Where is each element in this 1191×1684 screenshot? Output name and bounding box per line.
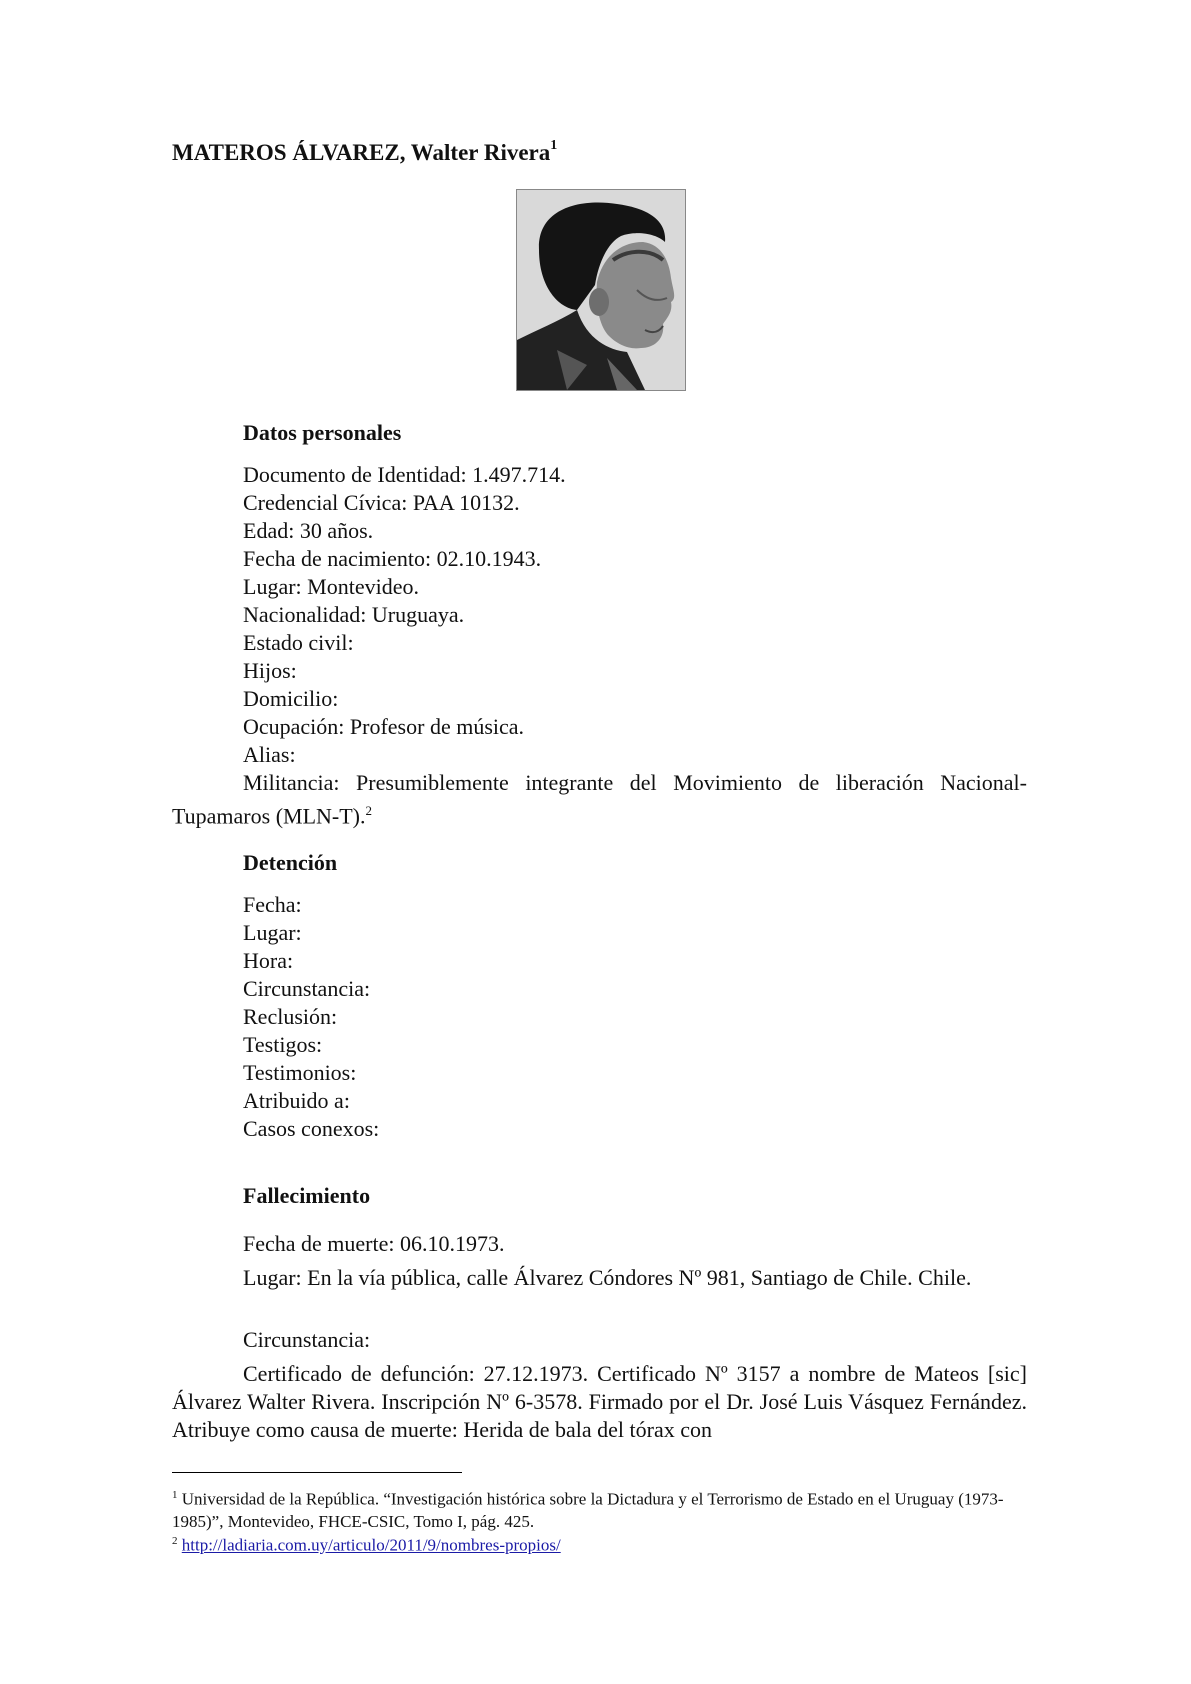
detencion-line: Casos conexos:: [243, 1116, 380, 1141]
title-name: MATEROS ÁLVAREZ, Walter Rivera: [172, 140, 551, 165]
fallecimiento-certificado-text: Certificado de defunción: 27.12.1973. Certificado Nº 3157 a nombre de Mateos [sic] Álvarez Walter Rivera. Inscripción Nº 6-3578. Firmado por el Dr. José Luis Vásquez Fernández. Atribuye como causa de muerte: Herida de bala del tórax con: [172, 1361, 1027, 1442]
footnote-number: 1: [172, 1489, 178, 1501]
footnote-text: Universidad de la República. “Investigación histórica sobre la Dictadura y el Terrorismo de Estado en el Uruguay (1973-1985)”, Montevideo, FHCE-CSIC, Tomo I, pág. 425.: [172, 1489, 1004, 1531]
section-heading-detencion: Detención: [243, 850, 338, 875]
detencion-line: Testimonios:: [243, 1060, 357, 1085]
datos-line: Domicilio:: [243, 686, 339, 711]
datos-line: Lugar: Montevideo.: [243, 574, 419, 599]
fallecimiento-lugar: [172, 1264, 1027, 1292]
datos-line: Documento de Identidad: 1.497.714.: [243, 462, 566, 487]
footnote-number: 2: [172, 1535, 178, 1547]
datos-line: Nacionalidad: Uruguaya.: [243, 602, 465, 627]
detencion-line: Lugar:: [243, 920, 302, 945]
footnote-1: [172, 1484, 1032, 1533]
fallecimiento-fecha: Fecha de muerte: 06.10.1973.: [243, 1231, 505, 1256]
datos-line: Estado civil:: [243, 630, 354, 655]
fallecimiento-lugar-text: Lugar: En la vía pública, calle Álvarez Cóndores Nº 981, Santiago de Chile. Chile.: [243, 1265, 972, 1290]
fallecimiento-circunstancia: Circunstancia:: [243, 1327, 371, 1352]
section-heading-datos-personales: Datos personales: [243, 420, 402, 445]
footnote-2: [172, 1530, 1032, 1557]
fallecimiento-certificado: [172, 1360, 1027, 1444]
detencion-line: Testigos:: [243, 1032, 323, 1057]
datos-line: Ocupación: Profesor de música.: [243, 714, 525, 739]
footnote-ref-2[interactable]: 2: [365, 803, 372, 818]
detencion-line: Atribuido a:: [243, 1088, 350, 1113]
detencion-line: Fecha:: [243, 892, 302, 917]
section-heading-fallecimiento: Fallecimiento: [243, 1183, 371, 1208]
portrait-photo: [516, 189, 686, 391]
detencion-line: Circunstancia:: [243, 976, 371, 1001]
footnote-ref-1[interactable]: 1: [550, 138, 558, 154]
datos-line: Fecha de nacimiento: 02.10.1943.: [243, 546, 542, 571]
datos-line: Alias:: [243, 742, 296, 767]
militancia-text: Militancia: Presumiblemente integrante del Movimiento de liberación Nacional-Tupamaros (MLN-T).: [172, 770, 1027, 829]
datos-line: Edad: 30 años.: [243, 518, 374, 543]
datos-line: Credencial Cívica: PAA 10132.: [243, 490, 520, 515]
detencion-line: Hora:: [243, 948, 294, 973]
footnote-divider: [172, 1472, 462, 1473]
militancia-paragraph: [172, 769, 1027, 830]
detencion-line: Reclusión:: [243, 1004, 338, 1029]
datos-line: Hijos:: [243, 658, 297, 683]
footnote-link[interactable]: http://ladiaria.com.uy/articulo/2011/9/nombres-propios/: [181, 1535, 561, 1555]
page-title: [172, 140, 557, 166]
